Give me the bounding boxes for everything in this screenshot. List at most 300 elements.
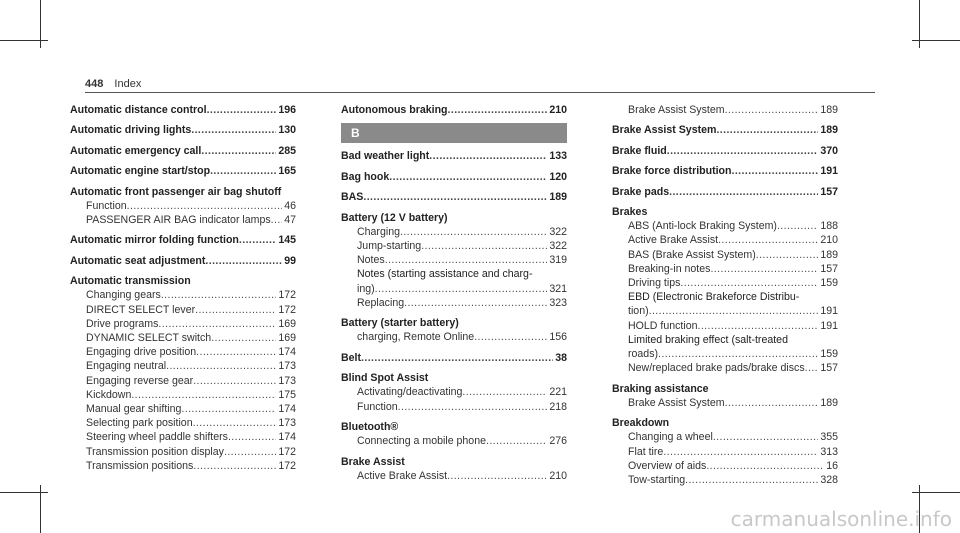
index-heading[interactable] [70, 254, 296, 268]
page-number: 448 [85, 78, 104, 90]
subentry-group [70, 402, 296, 416]
index-entry [341, 211, 567, 310]
entry-text: Changing a wheel [628, 431, 713, 444]
index-subentry[interactable] [357, 434, 567, 448]
index-subentry[interactable] [86, 416, 296, 430]
index-heading[interactable] [612, 123, 838, 137]
dot-leader [669, 185, 818, 199]
subentry-group [70, 345, 296, 359]
subentry-group [70, 416, 296, 430]
entry-text: Brake Assist System [628, 104, 725, 116]
index-heading[interactable] [70, 185, 296, 199]
subentry-group [612, 396, 838, 410]
subentry-group [341, 434, 567, 448]
dot-leader [710, 262, 818, 276]
dot-leader [193, 374, 276, 388]
dot-leader [201, 144, 276, 158]
index-entry [612, 123, 838, 137]
index-subentry[interactable] [357, 400, 567, 414]
page-ref[interactable]: 169 [278, 317, 296, 330]
page-ref[interactable]: 218 [549, 400, 567, 413]
entry-text: Drive programs [86, 317, 159, 330]
subentry-group [341, 400, 567, 414]
entry-text: Automatic engine start/stop [70, 165, 211, 178]
dot-leader [271, 213, 283, 227]
page-ref[interactable]: 321 [549, 282, 567, 295]
entry-text: Transmission position display [86, 445, 224, 458]
header-rule [85, 92, 875, 93]
index-subentry[interactable] [628, 304, 838, 318]
page-ref[interactable]: 159 [820, 276, 838, 289]
index-subentry[interactable] [628, 396, 838, 410]
entry-text: Braking assistance [612, 382, 709, 395]
dot-leader [685, 473, 818, 487]
index-subentry[interactable] [628, 248, 838, 262]
page-ref[interactable]: 189 [820, 248, 838, 261]
entry-text: Engaging neutral [86, 360, 167, 373]
index-subentry[interactable] [628, 473, 838, 487]
entry-text: charging, Remote Online [357, 331, 475, 344]
subentry-group [70, 445, 296, 459]
page-header [85, 78, 141, 90]
index-subentry[interactable] [628, 262, 838, 276]
index-subentry[interactable] [86, 303, 296, 317]
dot-leader [127, 199, 283, 213]
entry-text: Flat tire [628, 445, 664, 458]
entry-text: ABS (Anti-lock Braking System) [628, 220, 777, 233]
dot-leader [228, 430, 276, 444]
page-ref[interactable]: 210 [549, 104, 567, 116]
index-subentry[interactable] [86, 345, 296, 359]
subentry-group [612, 262, 838, 276]
entry-text: Engaging reverse gear [86, 374, 194, 387]
entry-text: Automatic distance control [70, 104, 207, 116]
entry-text: Automatic front passenger air bag shutoff [70, 185, 282, 198]
page-ref[interactable]: 210 [820, 234, 838, 247]
index-subentry[interactable] [357, 253, 567, 267]
dot-leader [486, 434, 547, 448]
index-subentry[interactable] [86, 430, 296, 444]
subentry-group [612, 459, 838, 473]
dot-leader [725, 396, 819, 410]
subentry-group [70, 288, 296, 302]
dot-leader [361, 351, 553, 365]
page-ref[interactable]: 191 [820, 165, 838, 178]
index-heading[interactable] [612, 205, 838, 219]
subentry-group [612, 319, 838, 333]
index-subentry[interactable] [628, 319, 838, 333]
dot-leader [732, 164, 819, 178]
page-ref[interactable]: 16 [826, 459, 838, 472]
subentry-group [341, 239, 567, 253]
dot-leader [193, 416, 277, 430]
index-column-2 [341, 103, 567, 489]
dot-leader [663, 445, 818, 459]
page-ref[interactable]: 172 [278, 303, 296, 316]
index-entry [612, 416, 838, 487]
page-ref[interactable]: 47 [284, 213, 296, 226]
entry-text: Charging [357, 225, 400, 238]
page-ref[interactable]: 173 [278, 417, 296, 430]
dot-leader [224, 445, 276, 459]
subentry-group [341, 253, 567, 267]
entry-text: ing) [357, 282, 375, 295]
section-letter: B [341, 123, 567, 143]
page-ref[interactable]: 285 [278, 144, 296, 157]
index-subentry[interactable] [86, 459, 296, 473]
index-entry [70, 274, 296, 473]
page-ref[interactable]: 173 [278, 360, 296, 373]
entry-text: Driving tips [628, 276, 681, 289]
entry-text: New/replaced brake pads/brake discs [628, 362, 805, 375]
index-heading[interactable] [612, 164, 838, 178]
page-ref[interactable]: 172 [278, 289, 296, 302]
index-heading[interactable] [612, 416, 838, 430]
page-ref[interactable]: 46 [284, 199, 296, 212]
index-subentry[interactable] [357, 330, 567, 344]
subentry-group [70, 459, 296, 473]
subentry-group [612, 248, 838, 262]
entry-text: Replacing [357, 296, 405, 309]
subentry-line: Limited braking effect (salt-treated [628, 333, 788, 346]
page-ref[interactable]: 188 [820, 220, 838, 233]
dot-leader [756, 248, 819, 262]
index-heading[interactable] [341, 170, 567, 184]
dot-leader [239, 233, 276, 247]
crop-mark [912, 40, 960, 41]
index-heading[interactable] [341, 149, 567, 163]
entry-text: Automatic seat adjustment [70, 254, 206, 267]
index-entry [70, 144, 296, 158]
index-subentry[interactable] [86, 317, 296, 331]
page-ref[interactable]: 173 [278, 374, 296, 387]
entry-text: Brake fluid [612, 144, 667, 157]
subentry-group [612, 473, 838, 487]
subentry-group [612, 290, 838, 318]
page-ref[interactable]: 172 [278, 459, 296, 472]
index-heading[interactable] [612, 382, 838, 396]
index-subentry[interactable] [357, 296, 567, 310]
index-column-1 [70, 103, 296, 479]
entry-text: Steering wheel paddle shifters [86, 431, 228, 444]
dot-leader [706, 459, 824, 473]
page-ref[interactable]: 145 [278, 234, 296, 247]
index-heading[interactable] [70, 164, 296, 178]
subentry-group [70, 430, 296, 444]
subentry-group [70, 374, 296, 388]
dot-leader [375, 282, 548, 296]
entry-text: Brake force distribution [612, 165, 732, 178]
index-subentry[interactable] [357, 469, 567, 483]
page-ref[interactable]: 313 [820, 445, 838, 458]
subentry-group [70, 303, 296, 317]
subentry-group [612, 361, 838, 375]
entry-text: Activating/deactivating [357, 386, 463, 399]
entry-text: Overview of aids [628, 459, 707, 472]
index-subentry[interactable] [86, 288, 296, 302]
entry-text: Automatic emergency call [70, 144, 202, 157]
page-ref[interactable]: 323 [549, 296, 567, 309]
dot-leader [725, 103, 819, 117]
watermark: carmanualsonline.info [730, 507, 952, 531]
index-heading[interactable] [341, 351, 567, 365]
index-heading[interactable] [70, 103, 296, 117]
subentry-group [612, 333, 838, 361]
subentry-group [341, 225, 567, 239]
page-ref[interactable]: 159 [820, 347, 838, 360]
index-column-3 [612, 103, 838, 493]
entry-text: Changing gears [86, 289, 161, 302]
page-ref[interactable]: 189 [820, 396, 838, 409]
entry-text: roads) [628, 347, 659, 360]
page-ref[interactable]: 328 [820, 473, 838, 486]
dot-leader [398, 400, 548, 414]
subentry-group [341, 267, 567, 295]
index-heading[interactable] [341, 190, 567, 204]
dot-leader [205, 254, 282, 268]
subentry-group [612, 430, 838, 444]
dot-leader [363, 190, 547, 204]
entry-text: Blind Spot Assist [341, 372, 429, 385]
dot-leader [718, 233, 818, 247]
entry-text: BAS (Brake Assist System) [628, 248, 756, 261]
index-entry [612, 382, 838, 410]
entry-text: Automatic mirror folding function [70, 234, 239, 247]
index-subentry[interactable] [628, 445, 838, 459]
subentry-group [341, 296, 567, 310]
subentry-group [341, 330, 567, 344]
index-heading[interactable] [612, 144, 838, 158]
index-entry [612, 205, 838, 375]
entry-text: Automatic transmission [70, 275, 191, 288]
entry-text: Battery (12 V battery) [341, 211, 448, 224]
index-heading[interactable] [341, 455, 567, 469]
index-entry [70, 103, 296, 117]
subentry-group [612, 233, 838, 247]
subentry-group [70, 359, 296, 373]
dot-leader [161, 288, 277, 302]
dot-leader [158, 317, 276, 331]
page-ref[interactable]: 174 [278, 346, 296, 359]
index-heading[interactable] [612, 185, 838, 199]
page-ref[interactable]: 355 [820, 431, 838, 444]
page-ref[interactable]: 370 [820, 144, 838, 157]
entry-text: Belt [341, 351, 362, 364]
entry-text: Connecting a mobile phone [357, 435, 486, 448]
dot-leader [421, 239, 547, 253]
dot-leader [658, 347, 818, 361]
dot-leader [389, 170, 547, 184]
entry-text: DIRECT SELECT lever [86, 303, 196, 316]
entry-text: Transmission positions [86, 459, 194, 472]
subentry-line: Notes (starting assistance and charg- [357, 268, 533, 281]
index-subentry[interactable] [86, 359, 296, 373]
page-ref[interactable]: 191 [820, 305, 838, 318]
entry-text: Function [357, 400, 398, 413]
dot-leader [462, 385, 547, 399]
page-ref[interactable]: 319 [549, 254, 567, 267]
dot-leader [207, 103, 277, 117]
entry-text: Selecting park position [86, 417, 193, 430]
entry-text: Notes [357, 254, 385, 267]
dot-leader [777, 219, 818, 233]
page-ref[interactable]: 276 [549, 435, 567, 448]
subentry-group [612, 103, 838, 117]
page-ref[interactable]: 156 [549, 331, 567, 344]
index-subentry[interactable] [628, 361, 838, 375]
entry-text: Bad weather light [341, 150, 430, 163]
index-subentry[interactable] [86, 213, 296, 227]
subentry-group [612, 219, 838, 233]
page-ref[interactable]: 130 [278, 124, 296, 137]
entry-text: Brake Assist System [612, 124, 717, 137]
index-entry [70, 123, 296, 137]
index-entry [612, 164, 838, 178]
index-entry [341, 420, 567, 448]
dot-leader [385, 253, 548, 267]
page-ref[interactable]: 157 [820, 262, 838, 275]
entry-text: Automatic driving lights [70, 124, 192, 137]
index-subentry[interactable] [357, 239, 567, 253]
entry-text: Function [86, 199, 127, 212]
entry-text: Engaging drive position [86, 346, 197, 359]
subentry-group [612, 445, 838, 459]
index-subentry[interactable] [357, 225, 567, 239]
page-ref[interactable]: 189 [549, 191, 567, 204]
dot-leader [400, 225, 547, 239]
page-ref[interactable]: 157 [820, 185, 838, 198]
subentry-group [612, 276, 838, 290]
dot-leader [210, 164, 276, 178]
page-ref[interactable]: 191 [820, 319, 838, 332]
index-subentry[interactable] [628, 459, 838, 473]
index-subentry[interactable] [628, 276, 838, 290]
page-ref[interactable]: 174 [278, 431, 296, 444]
page-ref[interactable]: 157 [820, 362, 838, 375]
index-entry [341, 149, 567, 163]
dot-leader [680, 276, 818, 290]
index-subentry[interactable] [357, 385, 567, 399]
index-heading[interactable] [341, 103, 567, 117]
crop-mark [0, 40, 48, 41]
index-subentry[interactable] [628, 233, 838, 247]
page-ref[interactable]: 99 [284, 254, 296, 267]
dot-leader [697, 319, 818, 333]
subentry-group [70, 199, 296, 213]
index-subentry[interactable] [628, 219, 838, 233]
entry-text: Brake pads [612, 185, 670, 198]
page-ref[interactable]: 322 [549, 225, 567, 238]
entry-text: Active Brake Assist [628, 234, 719, 247]
index-heading[interactable] [341, 316, 567, 330]
index-heading[interactable] [341, 420, 567, 434]
page-ref[interactable]: 133 [549, 150, 567, 163]
page-ref[interactable]: 322 [549, 239, 567, 252]
page-ref[interactable]: 172 [278, 445, 296, 458]
index-entry [341, 103, 567, 117]
index-heading[interactable] [70, 144, 296, 158]
entry-text: Brake Assist [341, 455, 405, 468]
page-ref[interactable]: 196 [278, 104, 296, 116]
entry-text: tion) [628, 305, 649, 318]
index-heading[interactable] [70, 123, 296, 137]
entry-text: PASSENGER AIR BAG indicator lamps [86, 213, 271, 226]
page-ref[interactable]: 221 [549, 386, 567, 399]
page-ref[interactable]: 38 [555, 351, 567, 364]
dot-leader [211, 331, 276, 345]
dot-leader [716, 123, 818, 137]
index-entry [341, 351, 567, 365]
dot-leader [191, 123, 276, 137]
index-subentry[interactable] [86, 374, 296, 388]
index-heading[interactable] [70, 233, 296, 247]
page-ref[interactable]: 189 [820, 124, 838, 137]
dot-leader [649, 304, 819, 318]
page-ref[interactable]: 189 [820, 104, 838, 116]
index-entry [341, 455, 567, 483]
subentry-group [341, 469, 567, 483]
index-subentry[interactable] [628, 103, 838, 117]
dot-leader [181, 402, 276, 416]
entry-text: Breaking-in notes [628, 262, 711, 275]
index-heading[interactable] [341, 211, 567, 225]
page-ref[interactable]: 175 [278, 388, 296, 401]
entry-text: Kickdown [86, 388, 132, 401]
subentry-group [70, 331, 296, 345]
index-entry [70, 254, 296, 268]
entry-text: BAS [341, 191, 364, 204]
entry-text: Manual gear shifting [86, 402, 182, 415]
index-entry [341, 170, 567, 184]
index-subentry[interactable] [357, 282, 567, 296]
entry-text: DYNAMIC SELECT switch [86, 331, 212, 344]
entry-text: HOLD function [628, 319, 698, 332]
index-subentry[interactable] [628, 430, 838, 444]
index-subentry[interactable] [86, 445, 296, 459]
dot-leader [474, 330, 547, 344]
page-ref[interactable]: 210 [549, 469, 567, 482]
index-heading[interactable] [70, 274, 296, 288]
dot-leader [193, 459, 276, 473]
page-ref[interactable]: 169 [278, 331, 296, 344]
page-ref[interactable]: 120 [549, 170, 567, 183]
section-title: Index [114, 78, 142, 90]
index-subentry[interactable] [86, 388, 296, 402]
entry-text: Brake Assist System [628, 396, 725, 409]
entry-text: Tow-starting [628, 473, 686, 486]
index-subentry[interactable] [86, 331, 296, 345]
index-entry [612, 144, 838, 158]
subentry-group [70, 317, 296, 331]
crop-mark [912, 492, 960, 493]
entry-text: Jump-starting [357, 239, 422, 252]
entry-text: Active Brake Assist [357, 469, 448, 482]
index-subentry[interactable] [86, 199, 296, 213]
index-entry [341, 316, 567, 344]
index-entry [612, 185, 838, 199]
entry-text: Bag hook [341, 170, 390, 183]
index-subentry[interactable] [86, 402, 296, 416]
dot-leader [805, 361, 819, 375]
subentry-group [341, 385, 567, 399]
index-subentry[interactable] [628, 347, 838, 361]
subentry-group [70, 388, 296, 402]
page-ref[interactable]: 165 [278, 165, 296, 178]
page-ref[interactable]: 174 [278, 402, 296, 415]
dot-leader [447, 469, 547, 483]
index-heading[interactable] [341, 371, 567, 385]
dot-leader [448, 103, 548, 117]
